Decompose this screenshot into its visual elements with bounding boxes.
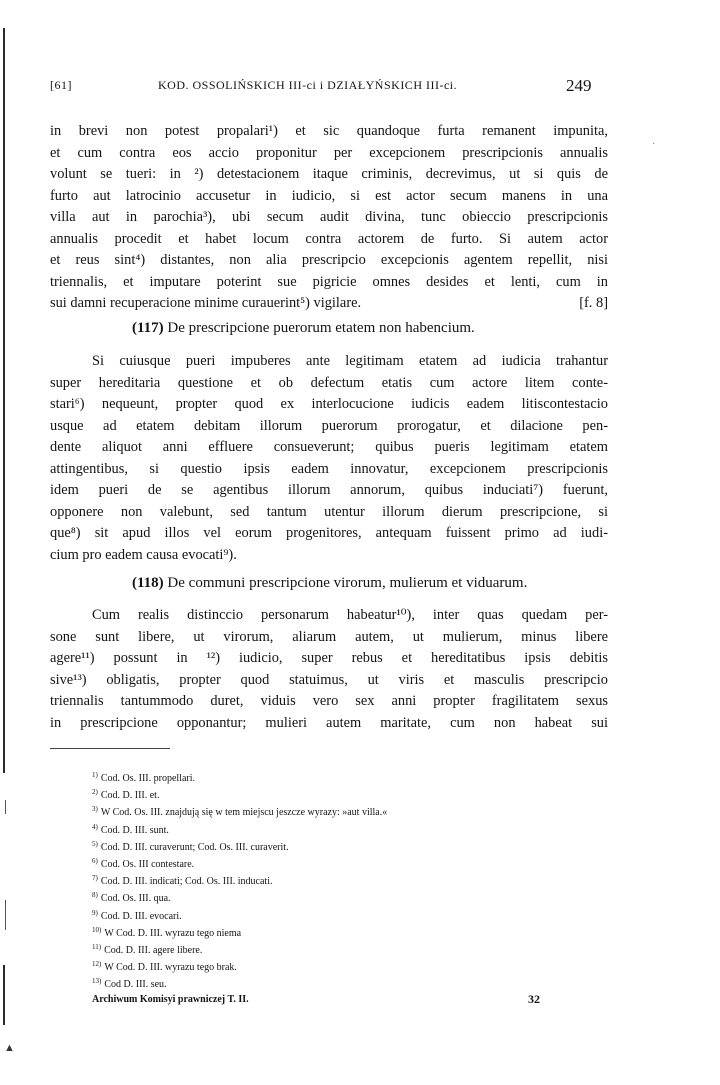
text-line: in brevi non potest propalari¹) et sic quandoque furta remanent impunita, — [50, 123, 608, 139]
footnote: $^{3)}$ W Cod. Os. III. znajdują się w tem miejscu jeszcze wyrazy: »aut villa.« — [92, 805, 388, 819]
text-line: Cum realis distinccio personarum habeatur¹⁰), inter quas quedam per- — [92, 607, 608, 623]
text-line: sive¹³) obligatis, propter quod statuimus, ut viris et masculis prescripcio — [50, 671, 608, 688]
footnote: $^{2)}$ Cod. D. III. et. — [92, 788, 160, 802]
paragraph-118 — [50, 605, 608, 734]
paragraph-intro — [50, 121, 608, 315]
section-number: (118) — [132, 575, 164, 591]
text-line: volunt se tueri: in ²) detestacionem itaque criminis, decrevimus, ut si quis de — [50, 166, 608, 182]
scan-edge-rule-lower — [3, 965, 5, 1025]
text-line: villa aut in parochia³), ubi secum audit divina, tunc obieccio prescripcionis — [50, 209, 608, 225]
footnotes — [92, 770, 387, 993]
text-line: opponere non valebunt, sed tantum utentur illorum dierum prescripcione, si — [50, 503, 608, 520]
section-heading-117 — [132, 320, 475, 337]
footnote: $^{13)}$ Cod D. III. seu. — [92, 977, 167, 991]
text-line: triennalis, et imputare poterint sue pigricie omnes desides et lenti, cum in — [50, 273, 608, 290]
page-number: 249 — [566, 76, 592, 95]
footnote: $^{10)}$ W Cod. D. III. wyrazu tego niema — [92, 925, 242, 939]
text-line: dente aliquot anni effluere consueverunt; quibus pueris legitimam etatem — [50, 439, 608, 455]
text-line-last: cium pro eadem causa evocati⁹). — [50, 546, 237, 563]
text-line: idem pueri de se agentibus illorum annorum, quibus induciati⁷) fuerunt, — [50, 482, 608, 498]
text-line: sone sunt libere, ut virorum, aliarum autem, ut mulierum, minus libere — [50, 628, 608, 645]
scan-edge-mark — [5, 800, 6, 814]
text-line: et cum contra eos accio proponitur per excepcionem prescripcionis annualis — [50, 144, 608, 161]
section-title: De communi prescripcione virorum, mulierum et viduarum. — [167, 575, 528, 591]
text-line: in prescripcione opponantur; mulieri autem maritate, cum non habeat sui — [50, 714, 608, 731]
section-heading-118 — [132, 575, 527, 592]
text-line: usque ad etatem debitam illorum puerorum prorogatur, et dilacione pen- — [50, 417, 608, 434]
footer-series-title: Archiwum Komisyi prawniczej T. II. — [92, 994, 249, 1005]
scan-corner-mark: ▲ — [4, 1042, 15, 1054]
footnote: $^{7)}$ Cod. D. III. indicati; Cod. Os. III. inducati. — [92, 874, 273, 888]
text-line: annualis procedit et habet locum contra actorem de furto. Si autem actor — [50, 230, 608, 247]
footnote: $^{5)}$ Cod. D. III. curaverunt; Cod. Os. III. curaverit. — [92, 839, 289, 853]
running-head-folio: [61] — [50, 78, 72, 92]
section-number: (117) — [132, 320, 164, 336]
footnote-divider — [50, 748, 170, 749]
text-line: Si cuiusque pueri impuberes ante legitimam etatem ad iudicia trahantur — [92, 353, 608, 369]
footnote: $^{4)}$ Cod. D. III. sunt. — [92, 822, 169, 836]
text-line-content: sui damni recuperacione minime curauerint⁵) vigilare. — [50, 295, 362, 311]
text-line: et reus sint⁴) distantes, non alia prescripcio excepcionis agentem repellit, nisi — [50, 252, 608, 268]
text-line: attingentibus, si questio ipsis eadem innovatur, excepcionem prescripcionis — [50, 460, 608, 477]
footnote: $^{9)}$ Cod. D. III. evocari. — [92, 908, 182, 922]
footnote: $^{6)}$ Cod. Os. III contestare. — [92, 856, 195, 870]
folio-marker: [f. 8] — [579, 295, 608, 311]
text-line: triennalis tantummodo duret, viduis vero sex anni propter fragilitatem sexus — [50, 693, 608, 709]
text-line: furto aut latrocinio accusetur in iudicio, si est actor secum manens in una — [50, 187, 608, 204]
text-line: agere¹¹) possunt in ¹²) iudicio, super rebus et hereditatibus ipsis debitis — [50, 650, 608, 666]
text-line: que⁸) sit apud illos vel eorum progenitores, antequam fuissent primo ad iudi- — [50, 525, 608, 541]
footnote: $^{11)}$ Cod. D. III. agere libere. — [92, 942, 203, 956]
running-head-title: KOD. OSSOLIŃSKICH III-ci i DZIAŁYŃSKICH III-ci. — [158, 78, 458, 92]
footer-signature-number: 32 — [528, 992, 540, 1006]
footnote: $^{12)}$ W Cod. D. III. wyrazu tego brak. — [92, 960, 237, 974]
scan-edge-mark — [5, 900, 6, 930]
text-line-last — [50, 293, 608, 315]
running-head — [50, 78, 610, 96]
scan-edge-rule — [3, 28, 5, 773]
footnote: $^{1)}$ Cod. Os. III. propellari. — [92, 771, 195, 784]
text-line: stari⁶) nequeunt, propter quod ex interlocucione iudicis eadem litiscontestacio — [50, 396, 608, 412]
text-line: super hereditaria questione et ob defectum etatis cum actore litem conte- — [50, 374, 608, 391]
footnote: $^{8)}$ Cod. Os. III. qua. — [92, 891, 171, 905]
section-title: De prescripcione puerorum etatem non habencium. — [167, 320, 475, 336]
scan-speck: ˙ — [652, 142, 656, 153]
paragraph-117 — [50, 351, 608, 566]
